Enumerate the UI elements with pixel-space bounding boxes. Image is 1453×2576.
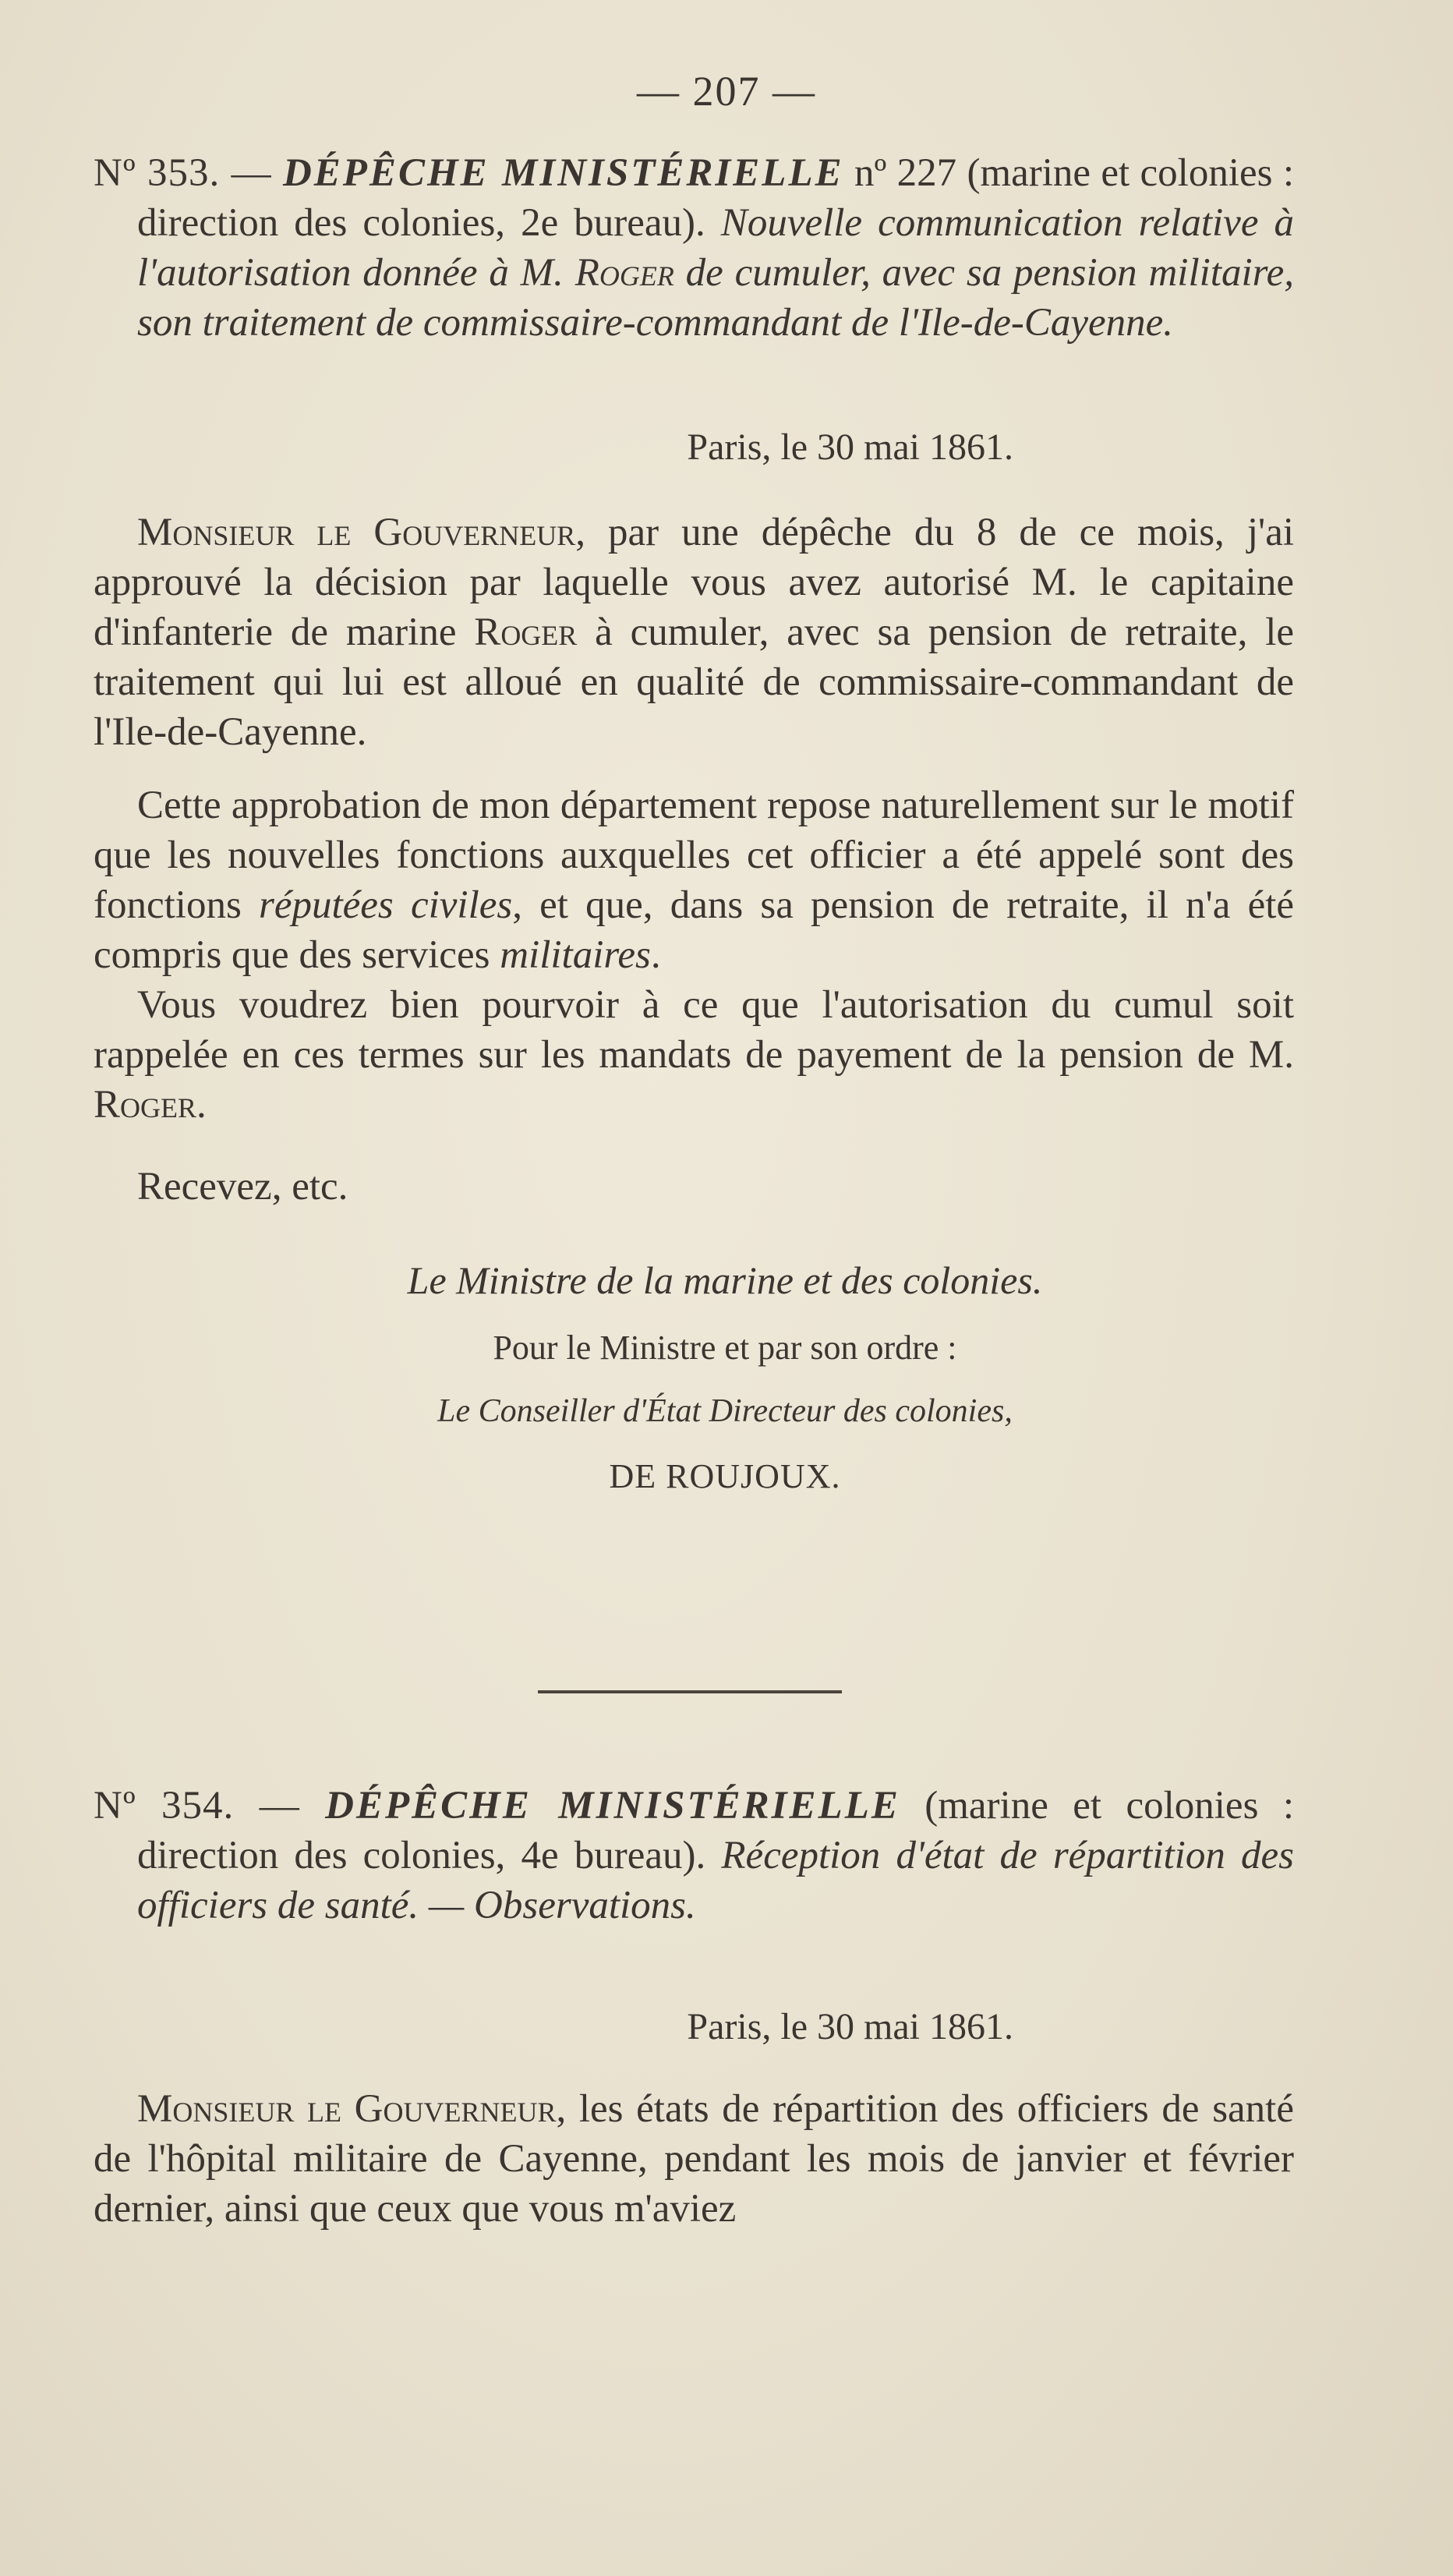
entry-354: [94, 1781, 1294, 2234]
paragraph-text: .: [650, 933, 661, 977]
signature-title: Le Conseiller d'État Directeur des colonies,: [437, 1393, 1013, 1429]
person-name: Roger: [474, 610, 578, 654]
salutation: Monsieur le Gouverneur,: [137, 2087, 567, 2131]
signature-minister: Le Ministre de la marine et des colonies.: [407, 1258, 1043, 1302]
person-name: Roger: [574, 251, 674, 295]
emphasis: réputées civiles: [259, 883, 513, 927]
closing: Recevez, etc.: [137, 1165, 348, 1208]
paragraph-text: , et que, dans sa pension de retraite, il n'a été compris que des services: [94, 883, 1295, 977]
paragraph-text: par une dépêche du 8 de ce mois, j'ai approuvé la décision par laquelle vous avez autorisé M. le capitaine d'infanterie de marine: [94, 511, 1294, 654]
person-name: Roger: [94, 1083, 197, 1127]
entry-title: DÉPÊCHE MINISTÉRIELLE: [282, 151, 844, 195]
paragraph: [94, 980, 1294, 1130]
dateline: Paris, le 30 mai 1861.: [687, 2006, 1013, 2047]
entry-353: [94, 148, 1294, 1496]
paragraph: [94, 780, 1294, 980]
paragraph-text: Cette approbation de mon département repose naturellement sur le motif que les nouvelles fonctions auxquelles cet officier a été appelé sont des fonctions: [94, 784, 1294, 927]
salutation: Monsieur le Gouverneur,: [137, 511, 585, 554]
dateline: Paris, le 30 mai 1861.: [687, 426, 1013, 468]
entry-subject: Réception d'état de répartition des officiers de santé. — Observations.: [137, 1834, 1294, 1927]
section-divider: [538, 1690, 842, 1693]
signature-name: DE ROUJOUX.: [609, 1457, 841, 1495]
entry-subject-text: Nouvelle communication relative à l'autorisation donnée à M.: [137, 201, 1294, 295]
paragraph-text: les états de répartition des officiers de santé de l'hôpital militaire de Cayenne, pendant les mois de janvier et février dernier, ainsi que ceux que vous m'aviez: [94, 2087, 1294, 2231]
entry-353-heading: [94, 148, 1294, 348]
paragraph-text: .: [196, 1083, 207, 1127]
entry-number: Nº 354. —: [94, 1784, 326, 1828]
entry-source: (marine et colonies : direction des colonies, 4e bureau).: [137, 1784, 1294, 1877]
entry-source: nº 227 (marine et colonies : direction des colonies, 2e bureau).: [137, 151, 1294, 245]
paragraph-text: à cumuler, avec sa pension de retraite, le traitement qui lui est alloué en qualité de commissaire-commandant de l'Ile-de-Cayenne.: [94, 610, 1294, 754]
entry-subject-text: de cumuler, avec sa pension militaire, son traitement de commissaire-commandant de l'Ile-de-Cayenne.: [137, 251, 1294, 345]
paragraph: [94, 2084, 1294, 2234]
page-number: — 207 —: [637, 68, 816, 115]
paragraph-text: Vous voudrez bien pourvoir à ce que l'autorisation du cumul soit rappelée en ces termes sur les mandats de payement de la pension de M.: [94, 983, 1294, 1077]
entry-354-heading: [94, 1781, 1294, 1930]
entry-title: DÉPÊCHE MINISTÉRIELLE: [325, 1784, 900, 1828]
emphasis: militaires: [500, 933, 651, 977]
entry-number: Nº 353. —: [94, 151, 283, 195]
paragraph: [94, 508, 1294, 757]
signature-order: Pour le Ministre et par son ordre :: [493, 1329, 957, 1367]
